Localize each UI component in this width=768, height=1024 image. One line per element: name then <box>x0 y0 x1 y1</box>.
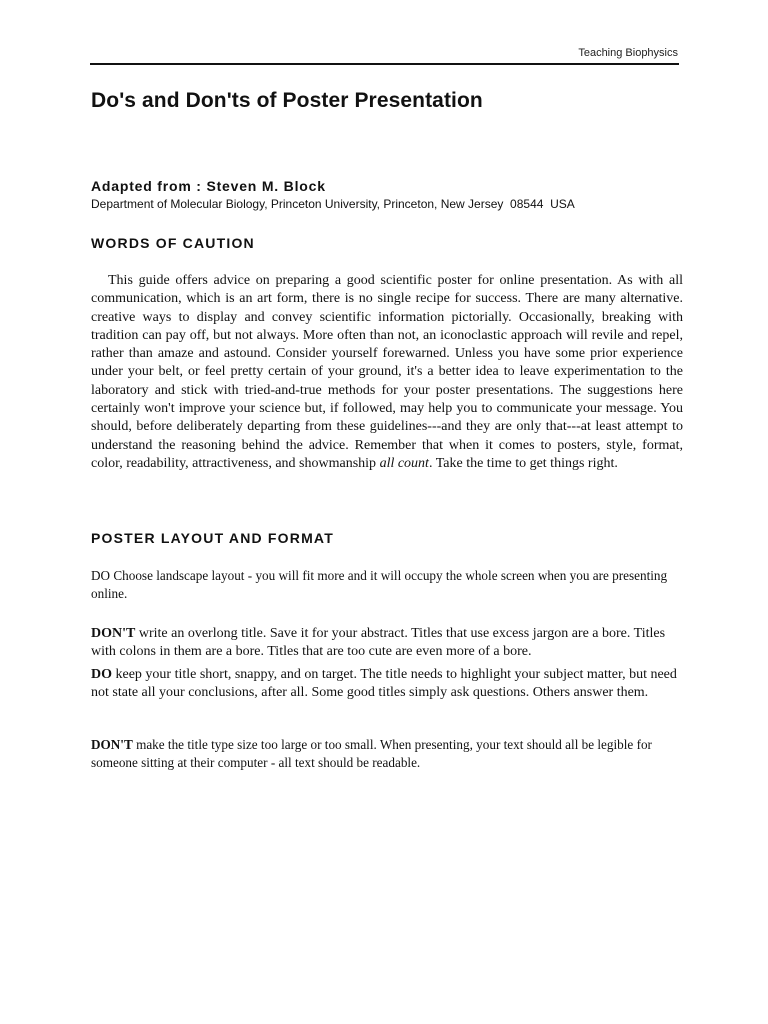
rule-item <box>91 666 683 703</box>
running-header: Teaching Biophysics <box>578 47 678 59</box>
rule-item <box>91 736 683 773</box>
caution-emphasis: all count <box>379 455 429 471</box>
author-affiliation: Department of Molecular Biology, Princeton University, Princeton, New Jersey 08544 USA <box>91 197 575 211</box>
caution-text: This guide offers advice on preparing a good scientific poster for online presentation. As with all communication, which is an art form, there is no single recipe for success. There are many alternative. creative ways to display and convey scientific information pictorially. Occasionally, breaking with tradition can pay off, but not always. More often than not, an iconoclastic approach will revile and repel, rather than amaze and astound. Consider yourself forewarned. Unless you have some prior experience under your belt, or feel pretty certain of your ground, it's a better idea to leave experimentation to the laboratory and stick with tried-and-true methods for your poster presentations. The suggestions here certainly won't improve your science but, if followed, may help you to communicate your message. You should, before deliberately departing from these guidelines---and they are only that---at least attempt to understand the reasoning behind the advice. Remember that when it comes to posters, style, format, color, readability, attractiveness, and showmanship <box>91 273 683 471</box>
caution-paragraph <box>91 272 683 473</box>
rule-item <box>91 625 683 662</box>
rule-item <box>91 567 683 604</box>
rule-keyword: DO <box>91 667 112 682</box>
section-heading-layout: POSTER LAYOUT AND FORMAT <box>91 530 334 546</box>
rule-keyword: DON'T <box>91 737 133 752</box>
author-byline: Adapted from : Steven M. Block <box>91 178 326 194</box>
rule-text: keep your title short, snappy, and on target. The title needs to highlight your subject matter, but need not state all your conclusions, after all. Some good titles simply ask questions. Others answer them. <box>91 667 677 701</box>
document-title: Do's and Don'ts of Poster Presentation <box>91 89 483 112</box>
section-heading-caution: WORDS OF CAUTION <box>91 235 255 251</box>
rule-keyword: DO <box>91 568 111 583</box>
rule-text: Choose landscape layout - you will fit more and it will occupy the whole screen when you are presenting online. <box>91 568 668 602</box>
rule-text: write an overlong title. Save it for your abstract. Titles that use excess jargon are a bore. Titles with colons in them are a bore. Titles that are too cute are even more of a bore. <box>91 626 666 660</box>
header-rule <box>90 63 679 65</box>
rule-text: make the title type size too large or too small. When presenting, your text should all be legible for someone sitting at their computer - all text should be readable. <box>91 737 652 771</box>
rule-keyword: DON'T <box>91 626 136 641</box>
caution-text-end: . Take the time to get things right. <box>428 455 618 471</box>
